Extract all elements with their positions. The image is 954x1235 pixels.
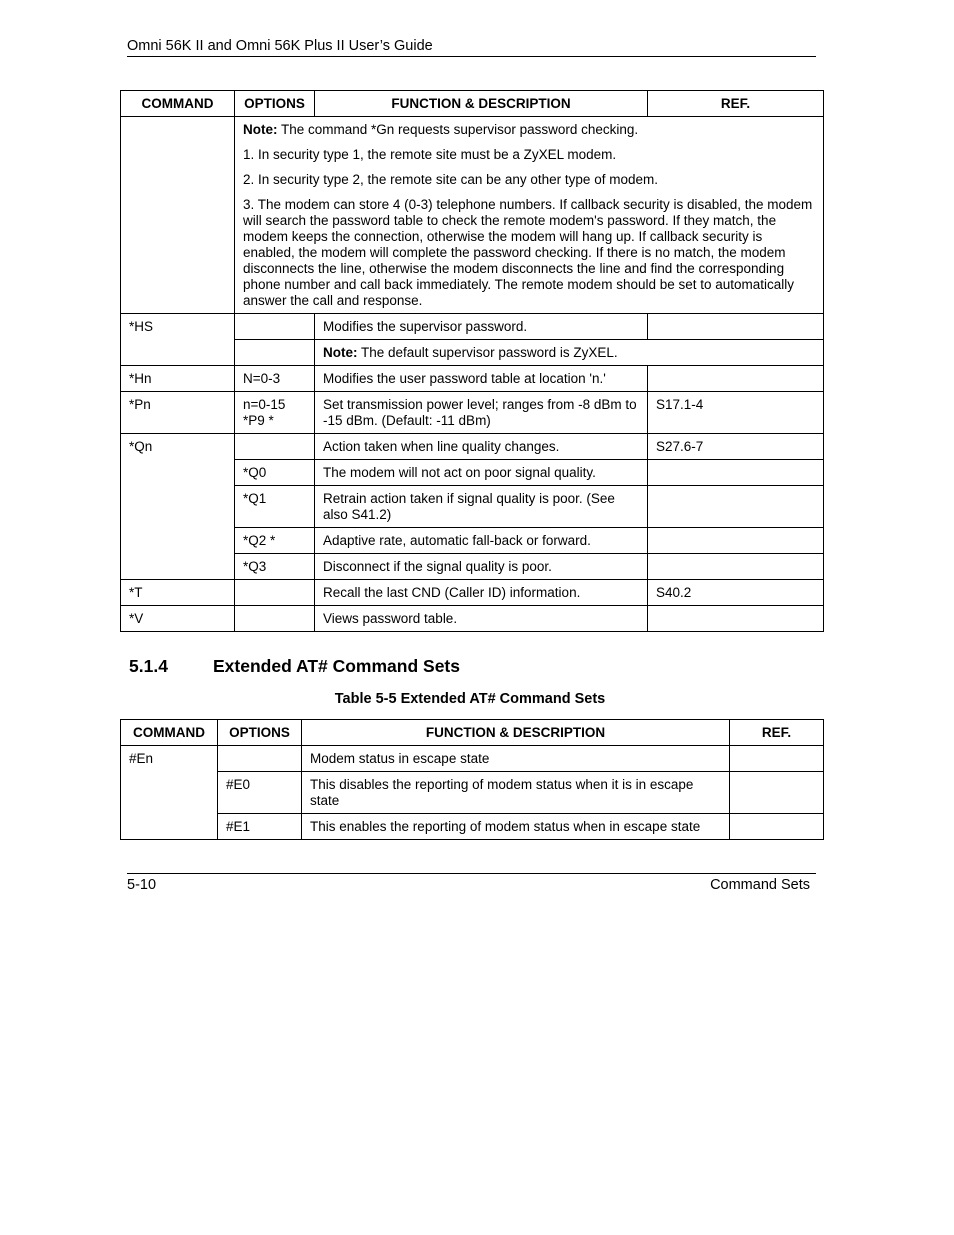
table-row: [121, 117, 824, 314]
command-table-continued: [120, 90, 824, 632]
security-type-2: 2. In security type 2, the remote site can be any other type of modem.: [243, 172, 658, 187]
note-paragraph: [243, 122, 815, 138]
description-cell: Modifies the user password table at location 'n.': [315, 366, 648, 392]
security-type-1: 1. In security type 1, the remote site must be a ZyXEL modem.: [243, 147, 617, 162]
col-header-function: FUNCTION & DESCRIPTION: [302, 720, 730, 746]
option-default: *P9 *: [243, 413, 274, 428]
ref-cell: [648, 460, 824, 486]
options-cell: *Q1: [235, 486, 315, 528]
description-cell: Action taken when line quality changes.: [315, 434, 648, 460]
options-cell: *Q0: [235, 460, 315, 486]
note-text: The command *Gn requests supervisor password checking.: [277, 122, 639, 137]
command-cell: *T: [121, 580, 235, 606]
note-label: Note:: [243, 122, 278, 137]
ref-cell: S40.2: [648, 580, 824, 606]
command-cell: *V: [121, 606, 235, 632]
table-header-row: [121, 91, 824, 117]
description-cell: Retrain action taken if signal quality is poor. (See also S41.2): [315, 486, 648, 528]
options-cell: *Q3: [235, 554, 315, 580]
options-cell: [235, 580, 315, 606]
note-text: The default supervisor password is ZyXEL.: [357, 345, 618, 360]
empty-cell: [121, 117, 235, 314]
extended-command-table: [120, 719, 824, 840]
description-cell: The modem will not act on poor signal quality.: [315, 460, 648, 486]
page-number: 5-10: [127, 877, 157, 893]
description-cell: Set transmission power level; ranges from -8 dBm to -15 dBm. (Default: -11 dBm): [315, 392, 648, 434]
ref-cell: [730, 746, 824, 772]
ref-cell: S27.6-7: [648, 434, 824, 460]
options-cell: [218, 746, 302, 772]
table-row: [121, 772, 824, 814]
table-row: [121, 314, 824, 340]
ref-cell: [648, 486, 824, 528]
options-cell: #E0: [218, 772, 302, 814]
ref-cell: [730, 814, 824, 840]
table-row: [121, 606, 824, 632]
chapter-name: Command Sets: [710, 877, 810, 893]
description-cell: Adaptive rate, automatic fall-back or forward.: [315, 528, 648, 554]
ref-cell: S17.1-4: [648, 392, 824, 434]
table-row: [121, 746, 824, 772]
note-cell: [315, 340, 824, 366]
description-cell: Modem status in escape state: [302, 746, 730, 772]
col-header-options: OPTIONS: [235, 91, 315, 117]
security-notes-cell: [235, 117, 824, 314]
callback-description: 3. The modem can store 4 (0-3) telephone numbers. If callback security is disabled, the modem will search the password table to check the remote modem's password. If they match, the modem keeps the connection, otherwise the modem will hang up. If callback security is enabled, the modem will complete the password checking. If there is no match, the modem disconnects the line, otherwise the modem disconnects the line and find the corresponding phone number and call back immediately. The remote modem should be set to automatically answer the call and response.: [243, 197, 813, 308]
col-header-command: COMMAND: [121, 91, 235, 117]
description-cell: Views password table.: [315, 606, 648, 632]
options-cell: #E1: [218, 814, 302, 840]
description-cell: Modifies the supervisor password.: [315, 314, 648, 340]
ref-cell: [648, 314, 824, 340]
col-header-function: FUNCTION & DESCRIPTION: [315, 91, 648, 117]
table-caption: Table 5-5 Extended AT# Command Sets: [334, 691, 606, 707]
options-cell: [235, 340, 315, 366]
note-label: Note:: [323, 345, 358, 360]
option-range: n=0-15: [243, 397, 286, 412]
col-header-ref: REF.: [730, 720, 824, 746]
table-header-row: [121, 720, 824, 746]
description-cell: Recall the last CND (Caller ID) information.: [315, 580, 648, 606]
page-footer: [127, 873, 816, 893]
options-cell: [235, 314, 315, 340]
section-title: Extended AT# Command Sets: [213, 656, 460, 676]
ref-cell: [648, 606, 824, 632]
options-cell: [235, 392, 315, 434]
ref-cell: [730, 772, 824, 814]
ref-cell: [648, 554, 824, 580]
col-header-options: OPTIONS: [218, 720, 302, 746]
page-header: [127, 38, 816, 57]
options-cell: *Q2 *: [235, 528, 315, 554]
ref-cell: [648, 366, 824, 392]
table-row: [121, 814, 824, 840]
command-cell: *Qn: [121, 434, 235, 580]
command-cell: #En: [121, 746, 218, 840]
ref-cell: [648, 528, 824, 554]
description-cell: This enables the reporting of modem status when in escape state: [302, 814, 730, 840]
table-row: [121, 392, 824, 434]
table-row: [121, 434, 824, 460]
table-row: [121, 580, 824, 606]
description-cell: Disconnect if the signal quality is poor.: [315, 554, 648, 580]
options-cell: N=0-3: [235, 366, 315, 392]
table-row: [121, 366, 824, 392]
options-cell: [235, 434, 315, 460]
header-title: Omni 56K II and Omni 56K Plus II User’s Guide: [127, 38, 433, 54]
section-number: 5.1.4: [129, 656, 168, 676]
command-cell: *Pn: [121, 392, 235, 434]
description-cell: This disables the reporting of modem status when it is in escape state: [302, 772, 730, 814]
col-header-ref: REF.: [648, 91, 824, 117]
options-cell: [235, 606, 315, 632]
command-cell: *HS: [121, 314, 235, 366]
command-cell: *Hn: [121, 366, 235, 392]
col-header-command: COMMAND: [121, 720, 218, 746]
section-heading: [129, 656, 460, 677]
